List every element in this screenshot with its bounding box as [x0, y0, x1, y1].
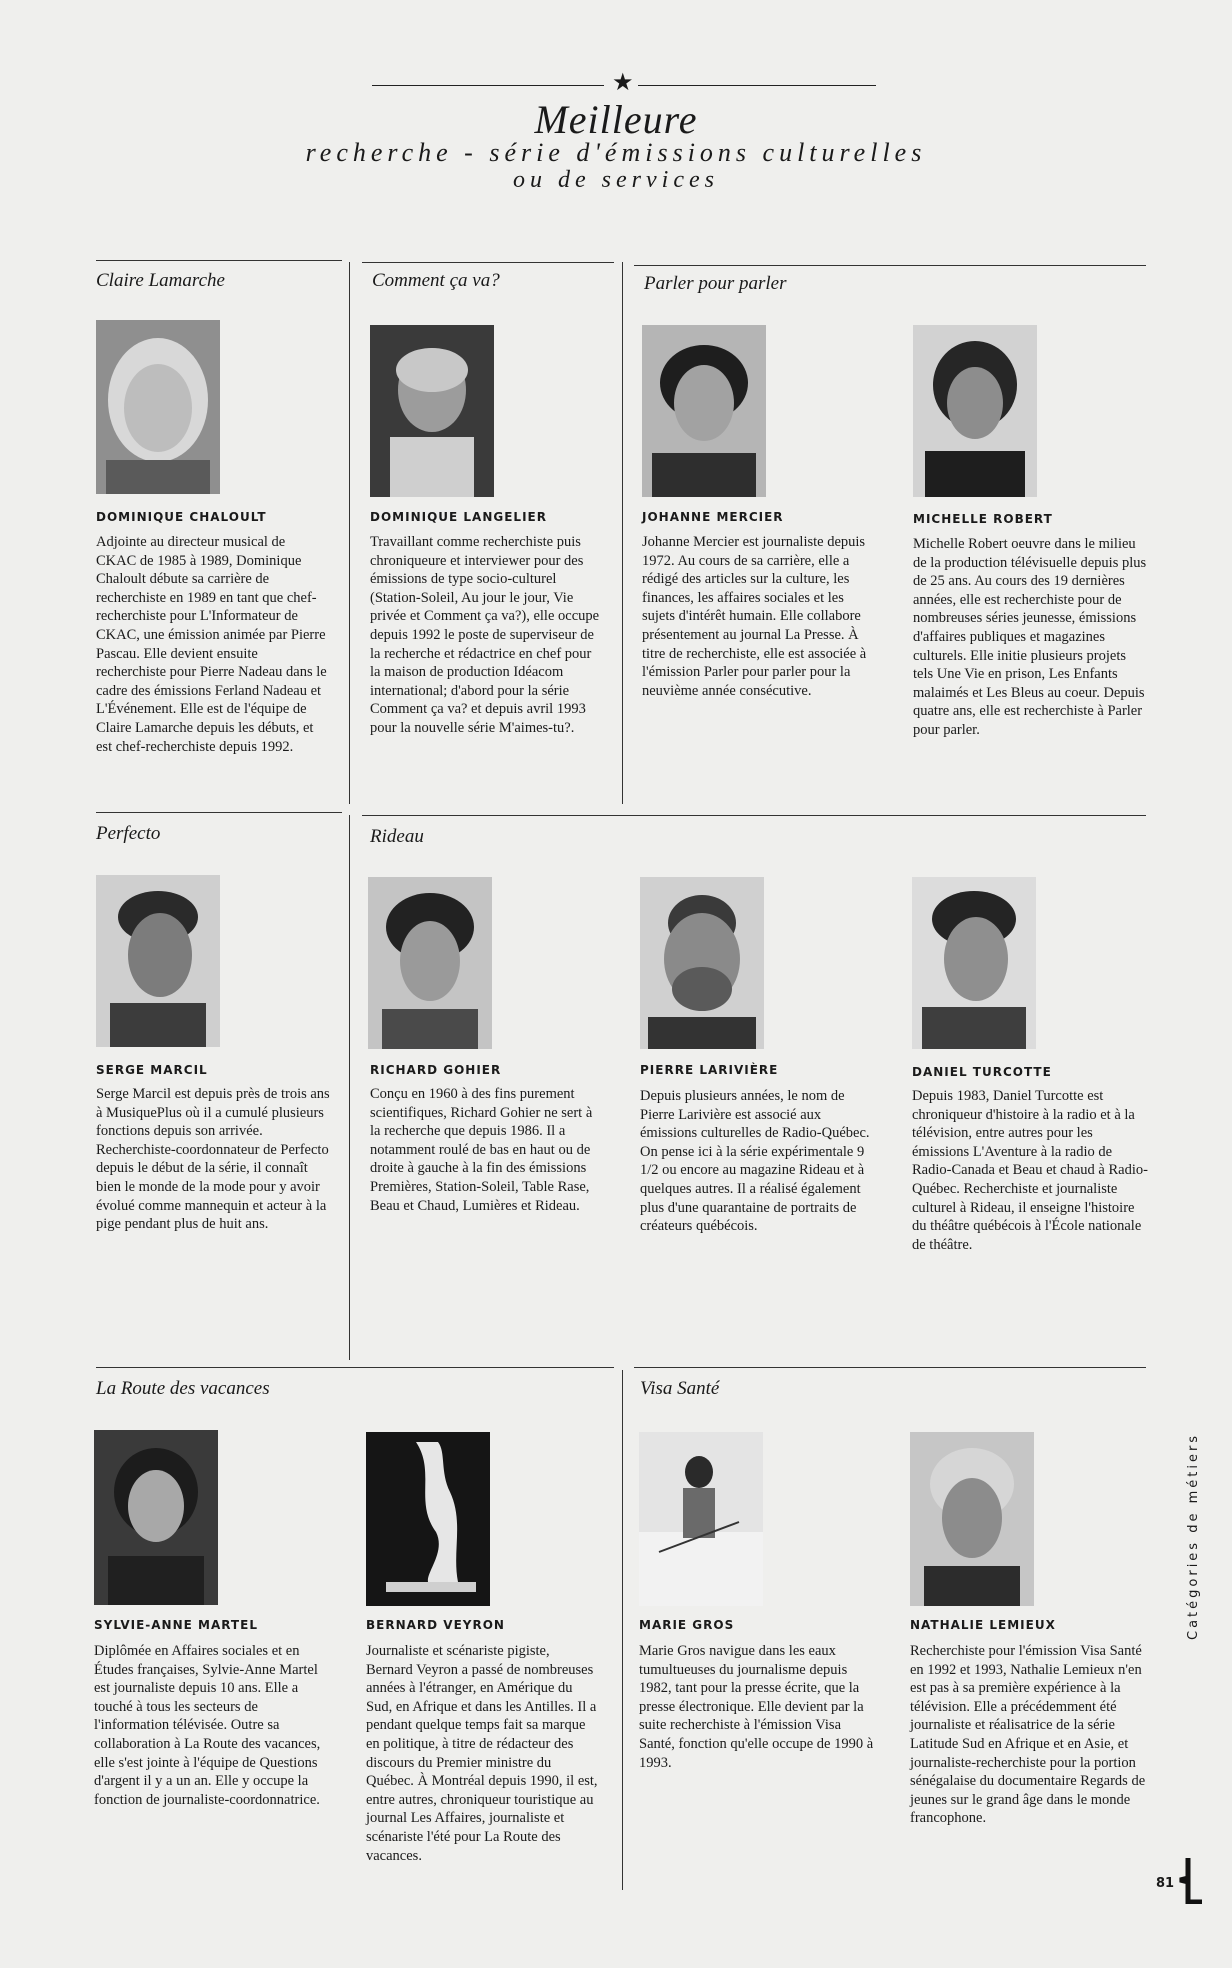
person-name: JOHANNE MERCIER: [642, 510, 784, 524]
section-title: Comment ça va?: [372, 270, 500, 291]
section-title: Perfecto: [96, 823, 161, 844]
person-name: SERGE MARCIL: [96, 1063, 208, 1077]
skier-photo: [639, 1432, 763, 1606]
person-name: PIERRE LARIVIÈRE: [640, 1063, 779, 1077]
column-divider: [349, 815, 350, 1360]
section-title: Visa Santé: [640, 1378, 720, 1399]
award-subtitle-2: ou de services: [513, 167, 719, 193]
person-name: DOMINIQUE LANGELIER: [370, 510, 547, 524]
portrait-photo: [370, 325, 494, 497]
section-rule: [96, 812, 342, 813]
section-rule: [96, 260, 342, 261]
person-bio: Serge Marcil est depuis près de trois ans à MusiquePlus où il a cumulé plusieurs fonctions depuis son arrivée. Recherchiste-coordonnateur de Perfecto depuis le début de la série, il connaît bien le monde de la mode pour y avoir évolué comme mannequin et acteur à la pige pendant plus de huit ans.: [96, 1086, 330, 1233]
person-name: SYLVIE-ANNE MARTEL: [94, 1618, 258, 1632]
column-divider: [622, 262, 623, 804]
portrait-photo: [96, 320, 220, 494]
section-rule: [362, 262, 614, 263]
section-title: Parler pour parler: [644, 273, 787, 294]
person-bio: Depuis plusieurs années, le nom de Pierre Larivière est associé aux émissions culturelles de Radio-Québec. On pense ici à la série expérimentale 9 1/2 ou encore au magazine Rideau et à quelques autres. Il a réalisé également plus d'une quarantaine de portraits de créateurs québécois.: [640, 1088, 870, 1235]
portrait-photo: [96, 875, 220, 1047]
person-bio: Depuis 1983, Daniel Turcotte est chroniqueur d'histoire à la radio et à la télévision, entre autres pour les émissions L'Aventure à la radio de Radio-Canada et Beau et chaud à Radio-Québec. Recherchiste et journaliste culturel à Rideau, il enseigne l'histoire du théâtre québécois à l'École nationale de théâtre.: [912, 1088, 1148, 1253]
person-name: DOMINIQUE CHALOULT: [96, 510, 267, 524]
person-bio: Diplômée en Affaires sociales et en Études françaises, Sylvie-Anne Martel est journaliste depuis 10 ans. Elle a touché à tous les secteurs de l'information télévisée. Outre sa collaboration à La Route des vacances, elle s'est jointe à l'équipe de Questions d'argent il y a un an. Elle y occupe la fonction de journaliste-coordonnatrice.: [94, 1643, 321, 1808]
portrait-photo: [640, 877, 764, 1049]
person-bio: Michelle Robert oeuvre dans le milieu de la production télévisuelle depuis plus de 25 ans. Au cours des 19 dernières années, elle est recherchiste pour de nombreuses séries jeunesse, émissions d'affaires publiques et magazines culturels. Elle initie plusieurs projets tels Une Vie en prison, Les Enfants malaimés et Les Bleus au coeur. Depuis quatre ans, elle est recherchiste à Parler pour parler.: [913, 536, 1147, 738]
person-name: MARIE GROS: [639, 1618, 735, 1632]
star-icon: ★: [612, 68, 634, 96]
person-bio: Travaillant comme recherchiste puis chroniqueure et interviewer pour des émissions de type socio-culturel (Station-Soleil, Au jour le jour, Vie privée et Comment ça va?), elle occupe depuis 1992 le poste de superviseur de la recherche et rédactrice en chef pour la maison de production Idéacom international; d'abord pour la série Comment ça va? et depuis avril 1993 pour la nouvelle série M'aimes-tu?.: [370, 534, 600, 736]
award-subtitle: recherche - série d'émissions culturelles: [305, 138, 927, 167]
section-rule: [362, 815, 1146, 816]
page-number: 81: [1156, 1876, 1175, 1891]
portrait-photo: [913, 325, 1037, 497]
bracket-icon: [1174, 1856, 1206, 1904]
portrait-photo: [368, 877, 492, 1049]
header-rule-left: [372, 85, 604, 86]
person-bio: Adjointe au directeur musical de CKAC de 1985 à 1989, Dominique Chaloult débute sa carrière de recherchiste en 1989 en tant que chef-recherchiste pour L'Informateur de CKAC, une émission animée par Pierre Pascau. Elle devient ensuite recherchiste pour Pierre Nadeau dans le cadre des émissions Ferland Nadeau et L'Événement. Elle est de l'équipe de Claire Lamarche depuis les débuts, et est chef-recherchiste depuis 1992.: [96, 534, 327, 755]
section-title: Rideau: [370, 826, 424, 847]
person-bio: Conçu en 1960 à des fins purement scientifiques, Richard Gohier ne sert à la recherche que depuis 1986. Il a notamment roulé de bas en haut ou de droite à gauche à la fin des émissions Premières, Station-Soleil, Table Rase, Beau et Chaud, Lumières et Rideau.: [370, 1086, 593, 1214]
person-name: RICHARD GOHIER: [370, 1063, 502, 1077]
portrait-photo: [642, 325, 766, 497]
column-divider: [349, 262, 350, 804]
person-name: BERNARD VEYRON: [366, 1618, 505, 1632]
section-title: La Route des vacances: [96, 1378, 270, 1399]
section-rule: [634, 265, 1146, 266]
portrait-photo: [912, 877, 1036, 1049]
section-rule: [634, 1367, 1146, 1368]
person-bio: Journaliste et scénariste pigiste, Bernard Veyron a passé de nombreuses années à l'étranger, en Amérique du Sud, en Afrique et dans les Antilles. Il a pendant quelque temps fait sa marque en politique, à titre de rédacteur des discours du Premier ministre du Québec. À Montréal depuis 1990, il est, entre autres, chroniqueur touristique au journal Les Affaires, journaliste et scénariste l'été pour La Route des vacances.: [366, 1643, 598, 1864]
section-title: Claire Lamarche: [96, 270, 225, 291]
award-title: Meilleure: [534, 97, 698, 142]
person-bio: Recherchiste pour l'émission Visa Santé en 1992 et 1993, Nathalie Lemieux n'en est pas à sa première expérience à la télévision. Elle a précédemment été journaliste et réalisatrice de la série Latitude Sud en Afrique et en Asie, et journaliste-recherchiste pour la portion sénégalaise du documentaire Regards de jeunes sur le grand âge dans le monde francophone.: [910, 1643, 1146, 1827]
person-name: MICHELLE ROBERT: [913, 512, 1053, 526]
column-divider: [622, 1370, 623, 1890]
person-name: DANIEL TURCOTTE: [912, 1065, 1052, 1079]
person-bio: Marie Gros navigue dans les eaux tumultueuses du journalisme depuis 1982, tant pour la presse écrite, que la presse électronique. Elle devient par la suite recherchiste à l'émission Visa Santé, fonction qu'elle occupe de 1990 à 1993.: [639, 1643, 874, 1771]
section-rule: [96, 1367, 614, 1368]
portrait-photo: [94, 1430, 218, 1605]
header-rule-right: [638, 85, 876, 86]
sculpture-photo: [366, 1432, 490, 1606]
portrait-photo: [910, 1432, 1034, 1606]
person-bio: Johanne Mercier est journaliste depuis 1972. Au cours de sa carrière, elle a rédigé des articles sur la culture, les finances, les affaires sociales et les sujets d'intérêt humain. Elle collabore présentement au journal La Presse. À titre de recherchiste, elle est associée à l'émission Parler pour parler pour la neuvième année consécutive.: [642, 534, 867, 699]
person-name: NATHALIE LEMIEUX: [910, 1618, 1056, 1632]
category-side-label: Catégories de métiers: [1186, 1432, 1201, 1640]
